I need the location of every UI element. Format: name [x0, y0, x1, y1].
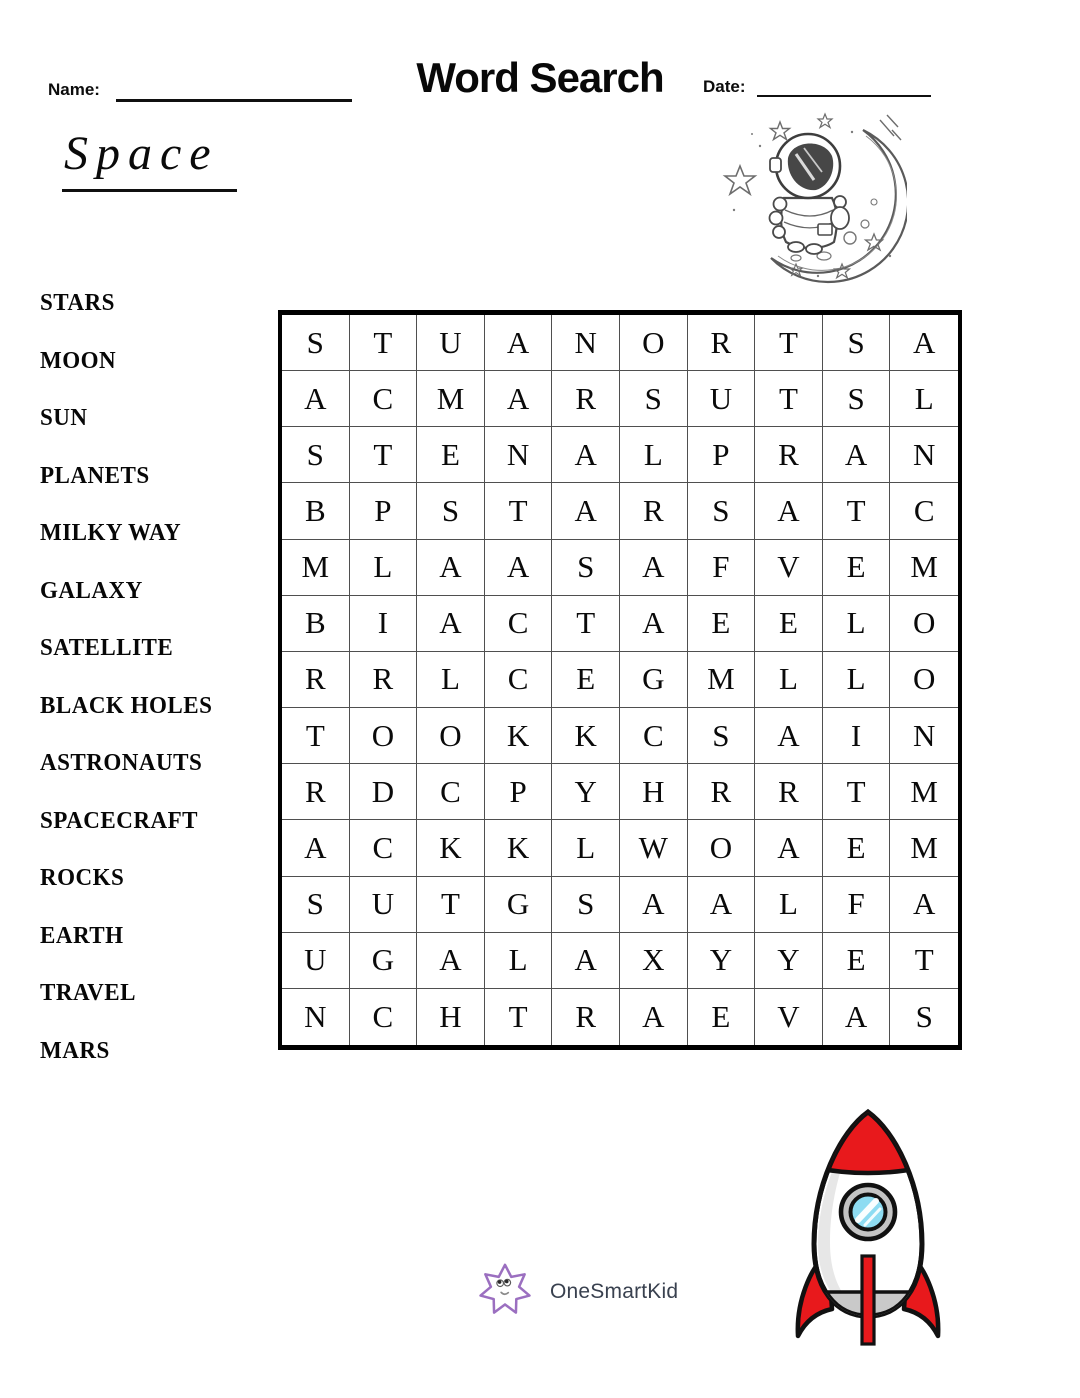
grid-cell: L: [620, 427, 688, 483]
word-list-item: SUN: [40, 405, 88, 432]
grid-cell: G: [350, 933, 418, 989]
grid-cell: R: [282, 652, 350, 708]
word-list-item: MOON: [40, 347, 117, 374]
grid-cell: C: [350, 820, 418, 876]
grid-cell: S: [417, 483, 485, 539]
grid-cell: A: [890, 877, 958, 933]
grid-cell: A: [620, 989, 688, 1045]
grid-cell: A: [823, 427, 891, 483]
grid-cell: T: [417, 877, 485, 933]
word-list-item: MILKY WAY: [40, 520, 182, 547]
grid-cell: T: [823, 764, 891, 820]
grid-cell: H: [620, 764, 688, 820]
grid-cell: O: [350, 708, 418, 764]
grid-cell: E: [552, 652, 620, 708]
grid-cell: A: [485, 371, 553, 427]
grid-cell: C: [485, 596, 553, 652]
name-label: Name:: [48, 80, 100, 99]
grid-cell: L: [823, 596, 891, 652]
grid-cell: R: [620, 483, 688, 539]
grid-cell: N: [552, 315, 620, 371]
star-logo-icon: [476, 1256, 534, 1327]
grid-cell: A: [485, 315, 553, 371]
grid-cell: M: [282, 540, 350, 596]
grid-cell: L: [823, 652, 891, 708]
grid-cell: A: [417, 933, 485, 989]
grid-cell: R: [755, 764, 823, 820]
grid-cell: E: [688, 989, 756, 1045]
grid-cell: R: [350, 652, 418, 708]
grid-cell: L: [350, 540, 418, 596]
grid-cell: T: [485, 989, 553, 1045]
grid-cell: T: [350, 427, 418, 483]
grid-cell: N: [890, 708, 958, 764]
grid-cell: A: [688, 877, 756, 933]
grid-cell: S: [282, 877, 350, 933]
grid-cell: S: [915, 998, 933, 1034]
grid-cell: C: [890, 483, 958, 539]
grid-cell: I: [823, 708, 891, 764]
grid-cell: F: [823, 877, 891, 933]
grid-cell: A: [620, 596, 688, 652]
grid-cell: T: [823, 483, 891, 539]
grid-cell: L: [417, 652, 485, 708]
grid-cell: L: [485, 933, 553, 989]
grid-cell: L: [755, 652, 823, 708]
grid-cell: S: [282, 427, 350, 483]
grid-cell: R: [282, 764, 350, 820]
grid-cell: U: [417, 315, 485, 371]
grid-cell: A: [282, 820, 350, 876]
word-list-item: SATELLITE: [40, 635, 174, 662]
grid-cell: S: [552, 540, 620, 596]
word-search-grid: [278, 310, 962, 1050]
word-list-item: MARS: [40, 1037, 110, 1064]
grid-cell: S: [823, 315, 891, 371]
grid-cell: E: [823, 820, 891, 876]
grid-cell: P: [485, 764, 553, 820]
grid-cell: B: [282, 596, 350, 652]
grid-cell: R: [755, 427, 823, 483]
grid-cell: M: [417, 371, 485, 427]
grid-cell: S: [552, 877, 620, 933]
grid-cell: O: [890, 652, 958, 708]
grid-cell: C: [485, 652, 553, 708]
grid-cell: A: [552, 933, 620, 989]
word-list-item: ROCKS: [40, 865, 125, 892]
grid-cell: I: [350, 596, 418, 652]
word-list-item: EARTH: [40, 922, 124, 949]
grid-cell: M: [890, 764, 958, 820]
grid-cell: E: [417, 427, 485, 483]
grid-cell: N: [890, 427, 958, 483]
word-list-item: PLANETS: [40, 462, 150, 489]
grid-cell: T: [755, 315, 823, 371]
grid-cell: T: [890, 933, 958, 989]
grid-cell: O: [417, 708, 485, 764]
grid-cell: O: [688, 820, 756, 876]
word-list: [40, 275, 270, 1080]
grid-cell: U: [350, 877, 418, 933]
grid-cell: A: [417, 596, 485, 652]
grid-cell: S: [823, 371, 891, 427]
grid-cell: R: [552, 989, 620, 1045]
grid-cell: A: [620, 540, 688, 596]
grid-cell: A: [755, 708, 823, 764]
word-list-item: GALAXY: [40, 577, 143, 604]
grid-cell: E: [755, 596, 823, 652]
page-title: Word Search: [416, 54, 664, 101]
grid-cell: E: [688, 596, 756, 652]
word-list-item: STARS: [40, 290, 115, 317]
grid-cell: V: [755, 540, 823, 596]
grid-cell: G: [485, 877, 553, 933]
grid-cell: D: [350, 764, 418, 820]
grid-cell: M: [890, 540, 958, 596]
grid-cell: S: [620, 371, 688, 427]
grid-cell: R: [552, 371, 620, 427]
grid-cell: T: [350, 315, 418, 371]
grid-cell: A: [552, 483, 620, 539]
word-list-item: SPACECRAFT: [40, 807, 198, 834]
grid-cell: Y: [755, 933, 823, 989]
grid-cell: B: [282, 483, 350, 539]
grid-cell: A: [755, 820, 823, 876]
grid-cell: Y: [688, 933, 756, 989]
grid-cell: S: [688, 483, 756, 539]
grid-cell: P: [688, 427, 756, 483]
rocket-illustration: [788, 1106, 963, 1356]
grid-cell: L: [552, 820, 620, 876]
grid-cell: U: [282, 933, 350, 989]
grid-cell: K: [417, 820, 485, 876]
date-blank-line: [757, 95, 931, 97]
word-list-item: ASTRONAUTS: [40, 750, 203, 777]
grid-cell: L: [755, 877, 823, 933]
grid-cell: S: [688, 708, 756, 764]
grid-cell: M: [688, 652, 756, 708]
word-list-item: BLACK HOLES: [40, 692, 213, 719]
astronaut-moon-illustration: [722, 106, 907, 289]
grid-cell: P: [350, 483, 418, 539]
grid-cell: G: [620, 652, 688, 708]
grid-cell: N: [282, 989, 350, 1045]
puzzle-topic-title: Space: [62, 126, 237, 192]
grid-cell: M: [890, 820, 958, 876]
grid-cell: T: [552, 596, 620, 652]
brand-name: OneSmartKid: [550, 1279, 679, 1303]
grid-cell: A: [282, 371, 350, 427]
grid-cell: A: [890, 315, 958, 371]
grid-cell: A: [417, 540, 485, 596]
grid-cell: A: [823, 989, 891, 1045]
grid-cell: R: [688, 764, 756, 820]
grid-cell: C: [620, 708, 688, 764]
grid-cell: X: [620, 933, 688, 989]
grid-cell: E: [823, 540, 891, 596]
grid-cell: L: [890, 371, 958, 427]
grid-cell: C: [417, 764, 485, 820]
grid-cell: C: [350, 371, 418, 427]
date-label: Date:: [703, 77, 746, 96]
grid-cell: T: [755, 371, 823, 427]
grid-cell: H: [417, 989, 485, 1045]
grid-cell: A: [485, 540, 553, 596]
grid-cell: C: [350, 989, 418, 1045]
grid-cell: N: [485, 427, 553, 483]
word-list-item: TRAVEL: [40, 980, 136, 1007]
grid-cell: A: [620, 877, 688, 933]
grid-cell: A: [552, 427, 620, 483]
grid-cell: W: [620, 820, 688, 876]
grid-cell: U: [688, 371, 756, 427]
grid-cell: K: [552, 708, 620, 764]
grid-cell: Y: [552, 764, 620, 820]
grid-cell: K: [485, 708, 553, 764]
grid-cell: A: [755, 483, 823, 539]
grid-cell: O: [890, 596, 958, 652]
grid-cell: K: [485, 820, 553, 876]
grid-cell: F: [688, 540, 756, 596]
grid-cell: R: [688, 315, 756, 371]
grid-cell: V: [755, 989, 823, 1045]
grid-cell: O: [620, 315, 688, 371]
grid-cell: S: [282, 315, 350, 371]
grid-cell: T: [485, 483, 553, 539]
grid-cell: E: [823, 933, 891, 989]
grid-cell: T: [282, 708, 350, 764]
